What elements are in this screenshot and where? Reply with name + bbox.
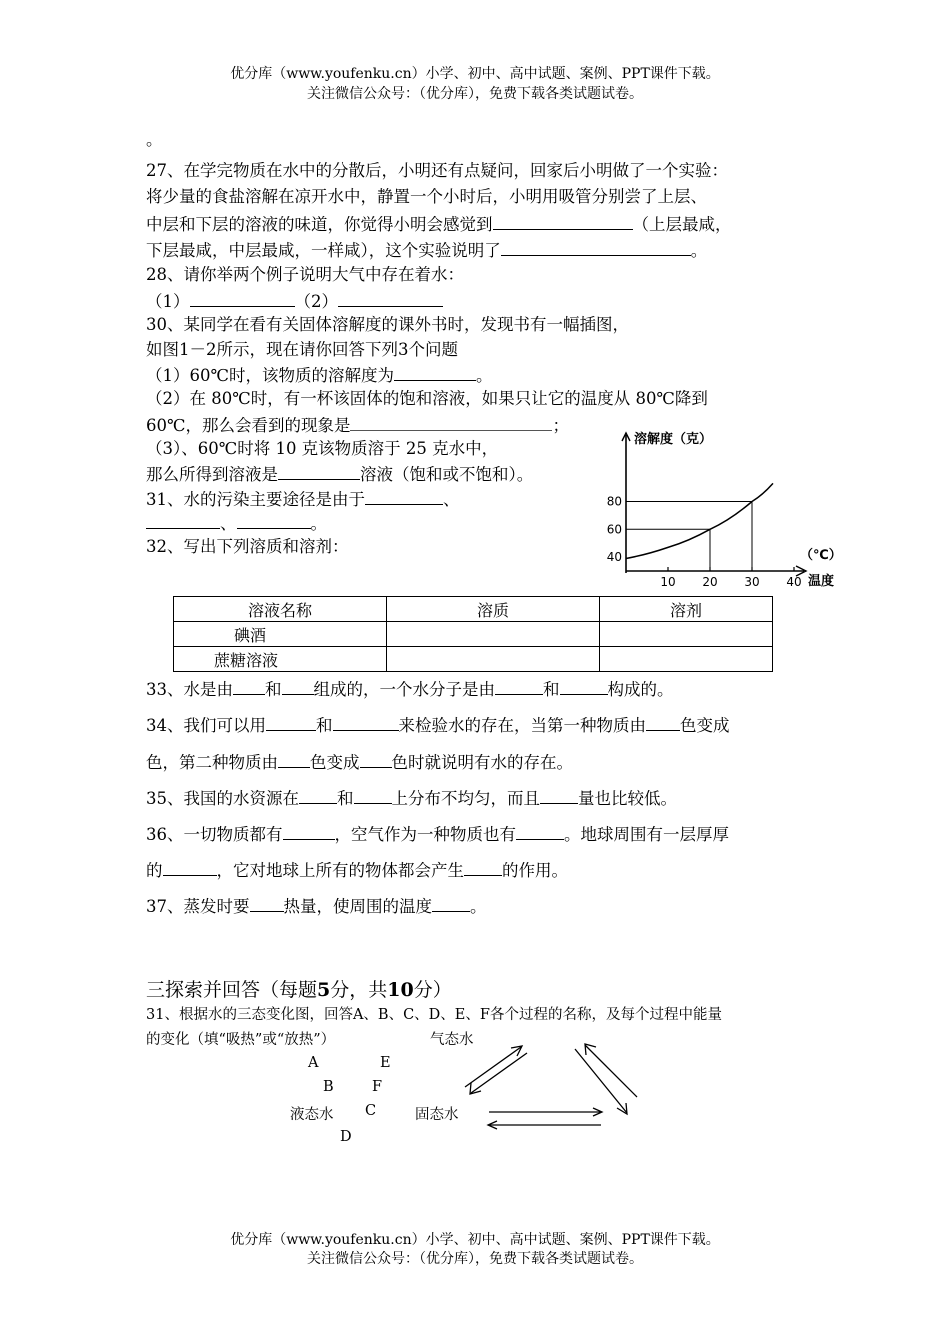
q34-blank-2[interactable]	[333, 712, 399, 731]
q31b-line-1: 31、根据水的三态变化图，回答A、B、C、D、E、F各个过程的名称，及每个过程中能量	[146, 1007, 722, 1023]
q30-sub-1	[146, 362, 492, 388]
table-cell-name: 碘酒	[174, 622, 387, 647]
q30-sub-1-text: （1）60℃时，该物质的溶解度为	[146, 366, 394, 385]
q30-answer-blank-3[interactable]	[278, 461, 360, 480]
q28-part-2-label: （2）	[294, 292, 338, 311]
q31-answer-blank-1[interactable]	[365, 486, 443, 505]
q33-text-5: 构成的。	[607, 680, 674, 699]
chart-x-tick-label: 20	[702, 575, 718, 589]
table-cell-solvent[interactable]	[600, 622, 773, 647]
diagram-gas-label: 气态水	[430, 1032, 474, 1048]
q36-blank-3[interactable]	[163, 857, 217, 876]
q37-blank-1[interactable]	[250, 893, 284, 912]
arrow-up-left-b	[471, 1053, 527, 1093]
q36-text-3: 。地球周围有一层厚厚	[564, 825, 729, 844]
q27-line-1: 27、在学完物质在水中的分散后，小明还有点疑问，回家后小明做了一个实验：	[146, 161, 728, 180]
q36-text-4: 的	[146, 861, 163, 880]
page-header-line-1: 优分库（www.youfenku.cn）小学、初中、高中试题、案例、PPT课件下载。	[230, 66, 720, 82]
table-header-solute: 溶质	[387, 597, 600, 622]
diagram-process-d: D	[340, 1129, 352, 1145]
q31-line-1-text: 31、水的污染主要途径是由于	[146, 490, 365, 509]
diagram-process-c: C	[365, 1103, 377, 1119]
q34-text-1: 34、我们可以用	[146, 716, 266, 735]
q36-blank-4[interactable]	[464, 857, 502, 876]
q33-blank-4[interactable]	[560, 676, 608, 695]
q34-blank-5[interactable]	[360, 749, 392, 768]
table-cell-solvent[interactable]	[600, 647, 773, 672]
q35-text-4: 量也比较低。	[578, 789, 677, 808]
q33-line	[146, 676, 674, 700]
q30-sub-3-end: 溶液（饱和或不饱和）。	[360, 465, 534, 484]
q36-blank-1[interactable]	[283, 821, 335, 840]
q35-text-2: 和	[337, 789, 354, 808]
q27-line-4-text: 下层最咸，中层最咸，一样咸），这个实验说明了	[146, 241, 501, 260]
q36-line-2	[146, 857, 568, 881]
q34-text-3: 来检验水的存在，当第一种物质由	[398, 716, 646, 735]
q34-text-4: 色变成	[680, 716, 730, 735]
q33-text-3: 组成的，一个水分子是由	[313, 680, 495, 699]
diagram-solid-label: 固态水	[415, 1107, 459, 1123]
q31-answer-blank-3[interactable]	[237, 510, 311, 529]
chart-y-tick-label: 40	[606, 550, 622, 565]
q31-line-1	[146, 486, 460, 512]
q35-blank-1[interactable]	[299, 785, 337, 804]
chart-y-label: 溶解度（克）	[634, 432, 713, 447]
chart-x-label: 温度	[808, 574, 835, 589]
q30-line-2: 如图1－2所示，现在请你回答下列3个问题	[146, 340, 458, 359]
section-3-score-total: 10	[387, 979, 414, 1001]
q30-sub-2-end: ；	[552, 416, 569, 435]
q27-line-4-end: 。	[690, 241, 708, 260]
q37-text-3: 。	[470, 897, 487, 916]
q34-line-2	[146, 749, 573, 773]
q35-text-1: 35、我国的水资源在	[146, 789, 299, 808]
q35-blank-3[interactable]	[540, 785, 578, 804]
solution-table	[173, 596, 773, 672]
q34-text-5: 色，第二种物质由	[146, 753, 278, 772]
arrow-right-a-head	[617, 1103, 627, 1114]
diagram-process-f: F	[372, 1079, 383, 1095]
q31-answer-blank-2[interactable]	[146, 510, 220, 529]
table-cell-name: 蔗糖溶液	[174, 647, 387, 672]
q35-blank-2[interactable]	[354, 785, 392, 804]
diagram-liquid-label: 液态水	[290, 1107, 334, 1123]
diagram-process-e: E	[380, 1055, 391, 1071]
q28-part-1-label: （1）	[146, 292, 190, 311]
q31-separator-1: 、	[443, 490, 460, 509]
page-header-line-2: 关注微信公众号：（优分库），免费下载各类试题试卷。	[307, 86, 643, 102]
q27-line-4	[146, 237, 707, 263]
arrow-right-b-head	[585, 1044, 596, 1055]
q30-sub-2: （2）在 80℃时，有一杯该固体的饱和溶液，如果只让它的温度从 80℃降到	[146, 389, 708, 408]
q31-separator-2: 、	[220, 514, 237, 533]
solubility-curve	[626, 483, 773, 558]
q30-sub-1-end: 。	[475, 366, 493, 385]
q33-blank-3[interactable]	[495, 676, 543, 695]
q33-blank-2[interactable]	[282, 676, 314, 695]
diagram-process-b: B	[323, 1079, 334, 1095]
q37-line	[146, 893, 487, 917]
q36-blank-2[interactable]	[516, 821, 564, 840]
q27-answer-blank-1[interactable]	[493, 211, 633, 230]
table-header-row	[174, 597, 773, 622]
table-cell-solute[interactable]	[387, 622, 600, 647]
arrow-right-a	[575, 1049, 627, 1113]
q37-text-2: 热量，使周围的温度	[283, 897, 432, 916]
q34-text-6: 色变成	[310, 753, 360, 772]
chart-x-tick-label: 30	[744, 575, 760, 589]
stray-punctuation: 。	[146, 130, 163, 149]
table-cell-solute[interactable]	[387, 647, 600, 672]
q36-text-5: ，它对地球上所有的物体都会产生	[216, 861, 464, 880]
q36-text-2: ，空气作为一种物质也有	[334, 825, 516, 844]
section-3-title-text-2: 分，共	[330, 979, 388, 1001]
q36-text-1: 36、一切物质都有	[146, 825, 283, 844]
table-row	[174, 647, 773, 672]
table-header-name: 溶液名称	[174, 597, 387, 622]
q35-line	[146, 785, 677, 809]
q34-blank-1[interactable]	[266, 712, 316, 731]
section-3-title	[146, 975, 452, 1002]
chart-y-tick-label: 60	[606, 522, 622, 537]
q30-answer-blank-2[interactable]	[350, 412, 552, 431]
section-3-title-text-3: 分）	[413, 979, 452, 1001]
q28-answer-blank-2[interactable]	[338, 288, 443, 307]
q33-text-2: 和	[265, 680, 282, 699]
q32-label: 32、写出下列溶质和溶剂：	[146, 537, 349, 556]
section-3-score-each: 5	[317, 979, 331, 1001]
q27-answer-blank-2[interactable]	[501, 237, 691, 256]
table-row	[174, 622, 773, 647]
q35-text-3: 上分布不均匀，而且	[391, 789, 540, 808]
solubility-chart	[596, 425, 846, 597]
chart-x-unit: （℃）	[800, 548, 842, 563]
q28-line-2	[146, 288, 443, 314]
q30-sub-3-cont-text: 那么所得到溶液是	[146, 465, 278, 484]
diagram-process-a: A	[308, 1055, 319, 1071]
state-change-arrows	[455, 1035, 655, 1135]
q30-answer-blank-1[interactable]	[394, 362, 476, 381]
q31b-line-2: 的变化（填“吸热”或“放热”）	[146, 1032, 336, 1048]
page-footer-line-1: 优分库（www.youfenku.cn）小学、初中、高中试题、案例、PPT课件下载。	[230, 1232, 720, 1248]
q37-blank-2[interactable]	[432, 893, 470, 912]
q34-text-2: 和	[316, 716, 333, 735]
q27-line-3-text: 中层和下层的溶液的味道，你觉得小明会感觉到	[146, 215, 493, 234]
q27-line-3-options: （上层最咸，	[632, 215, 732, 234]
chart-y-tick-label: 80	[606, 494, 622, 509]
q34-text-7: 色时就说明有水的存在。	[391, 753, 573, 772]
q30-sub-2-cont	[146, 412, 569, 438]
q31-line-2	[146, 510, 327, 536]
q30-line-1: 30、某同学在看有关固体溶解度的课外书时，发现书有一幅插图，	[146, 315, 629, 334]
section-3-title-text-1: 三探索并回答（每题	[146, 979, 318, 1001]
q36-line-1	[146, 821, 729, 845]
chart-x-tick-label: 40	[786, 575, 802, 589]
q31-line-2-end: 。	[310, 514, 327, 533]
chart-x-tick-label: 10	[660, 575, 676, 589]
q36-text-6: 的作用。	[502, 861, 568, 880]
q34-blank-4[interactable]	[278, 749, 310, 768]
q28-answer-blank-1[interactable]	[190, 288, 295, 307]
arrow-up-left-a	[465, 1047, 521, 1087]
q30-sub-2-cont-text: 60℃，那么会看到的现象是	[146, 416, 351, 435]
q30-sub-3: （3）、60℃时将 10 克该物质溶于 25 克水中，	[146, 439, 499, 458]
page-footer-line-2: 关注微信公众号：（优分库），免费下载各类试题试卷。	[307, 1251, 643, 1267]
q27-line-3	[146, 211, 732, 237]
q34-blank-3[interactable]	[646, 712, 680, 731]
q37-text-1: 37、蒸发时要	[146, 897, 250, 916]
q33-blank-1[interactable]	[233, 676, 265, 695]
table-header-solvent: 溶剂	[600, 597, 773, 622]
q30-sub-3-cont	[146, 461, 533, 487]
q33-text-1: 33、水是由	[146, 680, 233, 699]
q27-line-2: 将少量的食盐溶解在凉开水中，静置一个小时后，小明用吸管分别尝了上层、	[146, 187, 707, 206]
q34-line-1	[146, 712, 730, 736]
q33-text-4: 和	[543, 680, 560, 699]
q28-line-1: 28、请你举两个例子说明大气中存在着水：	[146, 265, 464, 284]
